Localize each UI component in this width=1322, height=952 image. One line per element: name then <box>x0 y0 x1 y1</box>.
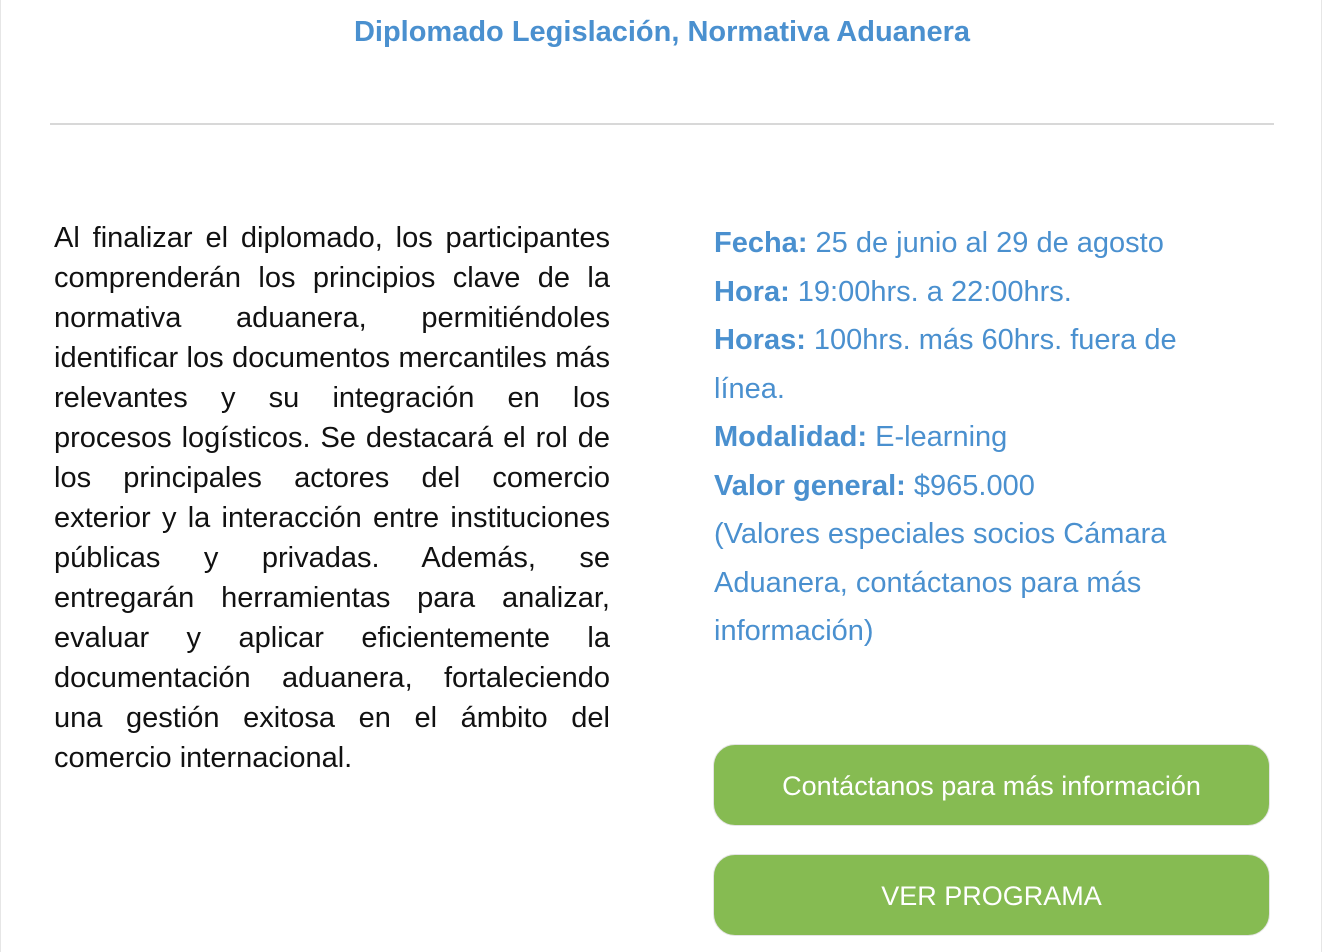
page-title: Diplomado Legislación, Normativa Aduanera <box>353 16 971 48</box>
horas-label: Horas: <box>714 324 806 356</box>
view-program-button[interactable]: VER PROGRAMA <box>713 854 1270 936</box>
fecha-value: 25 de junio al 29 de agosto <box>815 227 1164 259</box>
course-description: Al finalizar el diplomado, los participantes comprenderán los principios clave de la normativa aduanera, permitiéndoles identificar los documentos mercantiles más relevantes y su integración en los procesos logísticos. Se destacará el rol de los principales actores del comercio exterior y la interacción entre instituciones públicas y privadas. Además, se entregarán herramientas para analizar, evaluar y aplicar eficientemente la documentación aduanera, fortaleciendo una gestión exitosa en el ámbito del comercio internacional. <box>54 222 610 774</box>
divider <box>50 123 1274 125</box>
hora-value: 19:00hrs. a 22:00hrs. <box>797 275 1072 308</box>
detail-fecha <box>714 219 1234 268</box>
fecha-label: Fecha: <box>714 227 808 259</box>
contact-button[interactable]: Contáctanos para más información <box>713 744 1270 826</box>
detail-modalidad <box>714 413 1234 462</box>
course-details <box>714 219 1234 656</box>
detail-horas <box>714 316 1234 413</box>
detail-hora <box>714 268 1234 317</box>
hora-label: Hora: <box>714 275 790 308</box>
price-note: (Valores especiales socios Cámara Aduanera, contáctanos para más información) <box>714 518 1167 647</box>
valor-value: $965.000 <box>913 469 1035 502</box>
modalidad-label: Modalidad: <box>714 421 868 453</box>
modalidad-value: E-learning <box>875 421 1008 453</box>
detail-valor <box>714 462 1234 511</box>
valor-label: Valor general: <box>714 469 906 502</box>
horas-value: 100hrs. más 60hrs. fuera de línea. <box>714 324 1177 405</box>
